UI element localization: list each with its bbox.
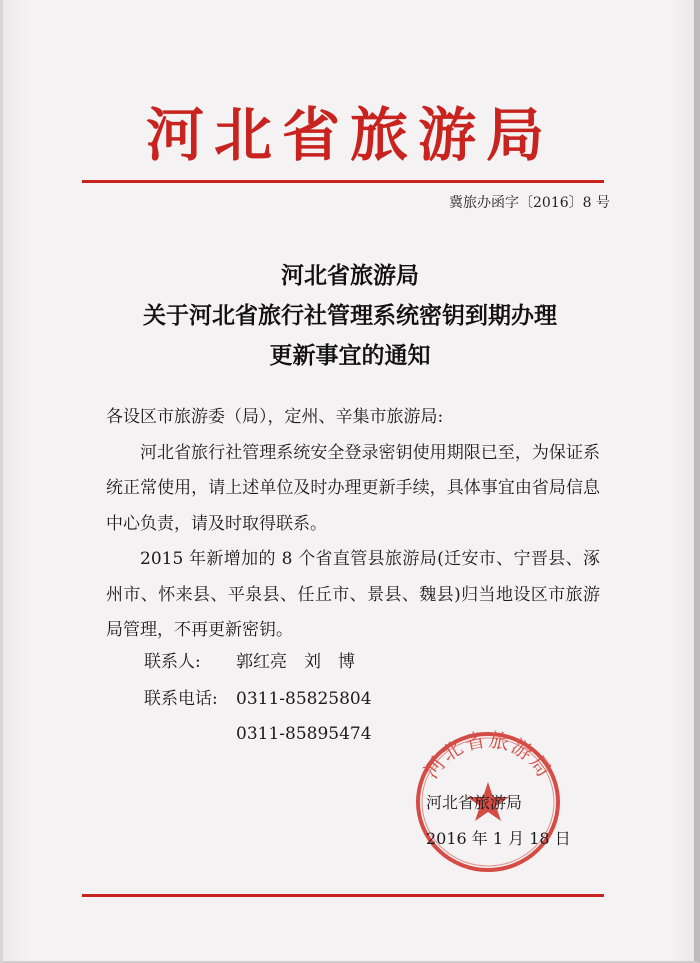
body-paragraph: 河北省旅行社管理系统安全登录密钥使用期限已至，为保证系统正常使用，请上述单位及时办理更新手续，具体事宜由省局信息中心负责，请及时取得联系。 <box>106 442 600 534</box>
signature-date: 2016 年 1 月 18 日 <box>426 829 571 848</box>
title-line: 河北省旅游局 <box>281 262 419 289</box>
title-line: 关于河北省旅行社管理系统密钥到期办理 <box>143 302 557 329</box>
contact-phone-row <box>144 722 372 746</box>
notice-title <box>0 256 700 376</box>
seal-text: 河北省旅游局 <box>418 727 558 783</box>
agency-letterhead: 河北省旅游局 <box>145 101 554 169</box>
notice-body <box>106 400 600 649</box>
header-red-rule <box>82 180 604 183</box>
document-number: 冀旅办函字〔2016〕8 号 <box>449 195 610 211</box>
title-line: 更新事宜的通知 <box>269 342 431 369</box>
footer-red-rule <box>82 894 604 897</box>
body-paragraph: 2015 年新增加的 8 个省直管县旅游局(迁安市、宁晋县、涿州市、怀来县、平泉县、任丘市、景县、魏县)归当地设区市旅游局管理，不再更新密钥。 <box>106 549 600 640</box>
salutation: 各设区市旅游委（局），定州、辛集市旅游局: <box>106 407 444 427</box>
contact-value: 郭红亮 刘 博 <box>236 652 355 672</box>
contact-phone-row <box>144 687 372 711</box>
contact-value: 0311-85895474 <box>236 724 372 744</box>
contact-person-row <box>144 650 355 674</box>
contact-label: 联系电话: <box>144 689 218 709</box>
contact-label: 联系人: <box>144 652 201 672</box>
contact-value: 0311-85825804 <box>236 689 372 709</box>
signature-organization: 河北省旅游局 <box>426 793 523 812</box>
